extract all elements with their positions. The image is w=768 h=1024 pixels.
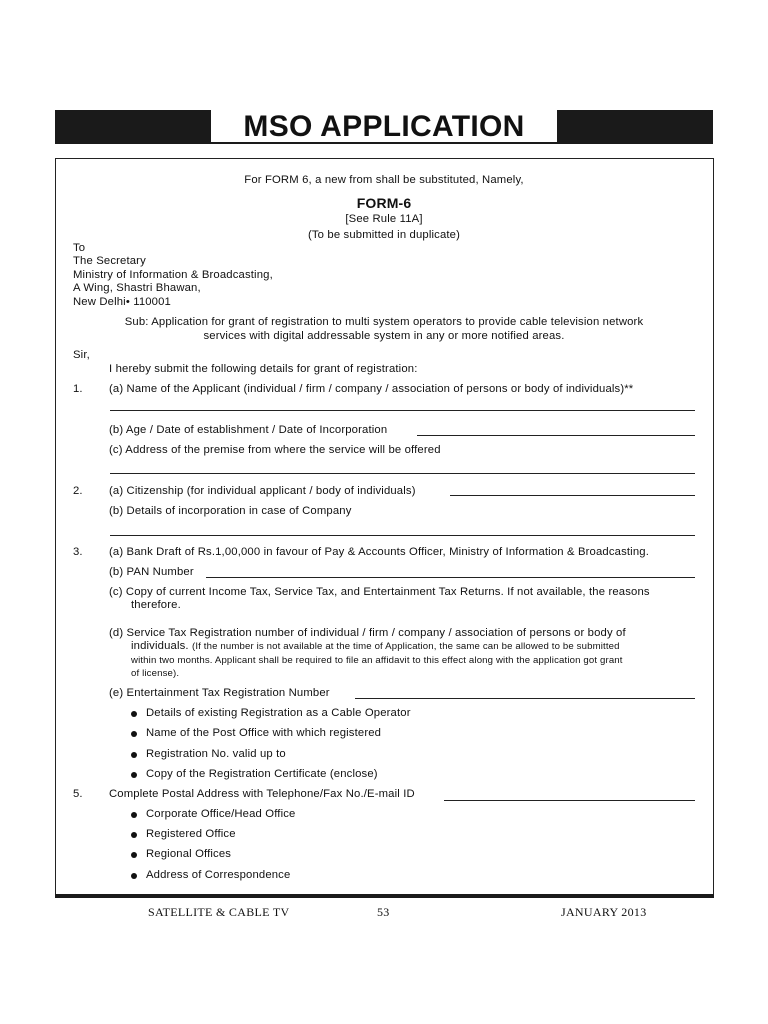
bullet-icon [131, 832, 137, 838]
item-1a-fill-line [110, 410, 695, 411]
item-2a-fill-line [450, 495, 695, 496]
opening-text: I hereby submit the following details for grant of registration: [109, 363, 418, 375]
item-1b-label: (b) Age / Date of establishment / Date of Incorporation [109, 424, 388, 436]
bottom-rule [55, 894, 714, 898]
item-3b-label: (b) PAN Number [109, 566, 194, 578]
item-3c-label: (c) Copy of current Income Tax, Service Tax, and Entertainment Tax Returns. If not available, the reasons [109, 586, 650, 598]
address-line: To [73, 242, 86, 254]
item-3e-fill-line [355, 698, 695, 699]
item-number: 3. [73, 546, 83, 558]
footer-publication: SATELLITE & CABLE TV [148, 905, 290, 919]
item-3c-label-cont: therefore. [131, 599, 181, 611]
bullet-icon [131, 711, 137, 717]
address-line: A Wing, Shastri Bhawan, [73, 282, 201, 294]
item-1c-fill-line [110, 473, 695, 474]
subject-line: services with digital addressable system in any or more notified areas. [203, 330, 565, 342]
bullet-text: Address of Correspondence [146, 869, 291, 881]
item-2b-label: (b) Details of incorporation in case of Company [109, 505, 352, 517]
item-number: 2. [73, 485, 83, 497]
item-3d-individuals: individuals. [131, 640, 189, 652]
item-3e-label: (e) Entertainment Tax Registration Number [109, 687, 330, 699]
bullet-icon [131, 812, 137, 818]
item-1c-label: (c) Address of the premise from where the service will be offered [109, 444, 441, 456]
item-3b-fill-line [206, 577, 695, 578]
address-line: Ministry of Information & Broadcasting, [73, 269, 273, 281]
bullet-text: Copy of the Registration Certificate (enclose) [146, 768, 378, 780]
bullet-text: Name of the Post Office with which registered [146, 727, 382, 739]
address-line: The Secretary [73, 255, 146, 267]
bullet-text: Corporate Office/Head Office [146, 808, 296, 820]
bullet-icon [131, 852, 137, 858]
form-title: FORM-6 [356, 195, 412, 211]
duplicate-note: (To be submitted in duplicate) [307, 229, 461, 241]
item-2a-label: (a) Citizenship (for individual applicant / body of individuals) [109, 485, 416, 497]
item-3d-note-end: of license). [131, 668, 180, 679]
intro-text: For FORM 6, a new from shall be substituted, Namely, [244, 174, 524, 186]
bullet-text: Details of existing Registration as a Cable Operator [146, 707, 411, 719]
item-5-label: Complete Postal Address with Telephone/Fax No./E-mail ID [109, 788, 415, 800]
item-3d-note: (If the number is not available at the time of Application, the same can be allowed to be submitted [192, 641, 620, 652]
rule-reference: [See Rule 11A] [345, 213, 423, 225]
item-3d-label: (d) Service Tax Registration number of individual / firm / company / association of persons or body of [109, 627, 626, 639]
bullet-text: Registration No. valid up to [146, 748, 286, 760]
page-title: MSO APPLICATION [211, 110, 557, 142]
bullet-icon [131, 731, 137, 737]
footer-date: JANUARY 2013 [561, 905, 647, 919]
item-number: 1. [73, 383, 83, 395]
item-1b-fill-line [417, 435, 695, 436]
salutation: Sir, [73, 349, 90, 361]
footer-page-number: 53 [377, 905, 390, 919]
item-3d-label-cont [131, 640, 620, 653]
item-number: 5. [73, 788, 83, 800]
item-3a-label: (a) Bank Draft of Rs.1,00,000 in favour of Pay & Accounts Officer, Ministry of Information & Broadcasting. [109, 546, 649, 558]
bullet-icon [131, 772, 137, 778]
subject-line: Sub: Application for grant of registration to multi system operators to provide cable television network [124, 316, 644, 328]
address-line: New Delhi• 110001 [73, 296, 171, 308]
item-5-fill-line [444, 800, 695, 801]
item-1a-label: (a) Name of the Applicant (individual / firm / company / association of persons or body of individuals)** [109, 383, 634, 395]
item-2b-fill-line [110, 535, 695, 536]
bullet-icon [131, 752, 137, 758]
item-3d-note-cont: within two months. Applicant shall be required to file an affidavit to this effect along with the application got grant [131, 655, 623, 666]
bullet-text: Regional Offices [146, 848, 232, 860]
bullet-text: Registered Office [146, 828, 236, 840]
bullet-icon [131, 873, 137, 879]
